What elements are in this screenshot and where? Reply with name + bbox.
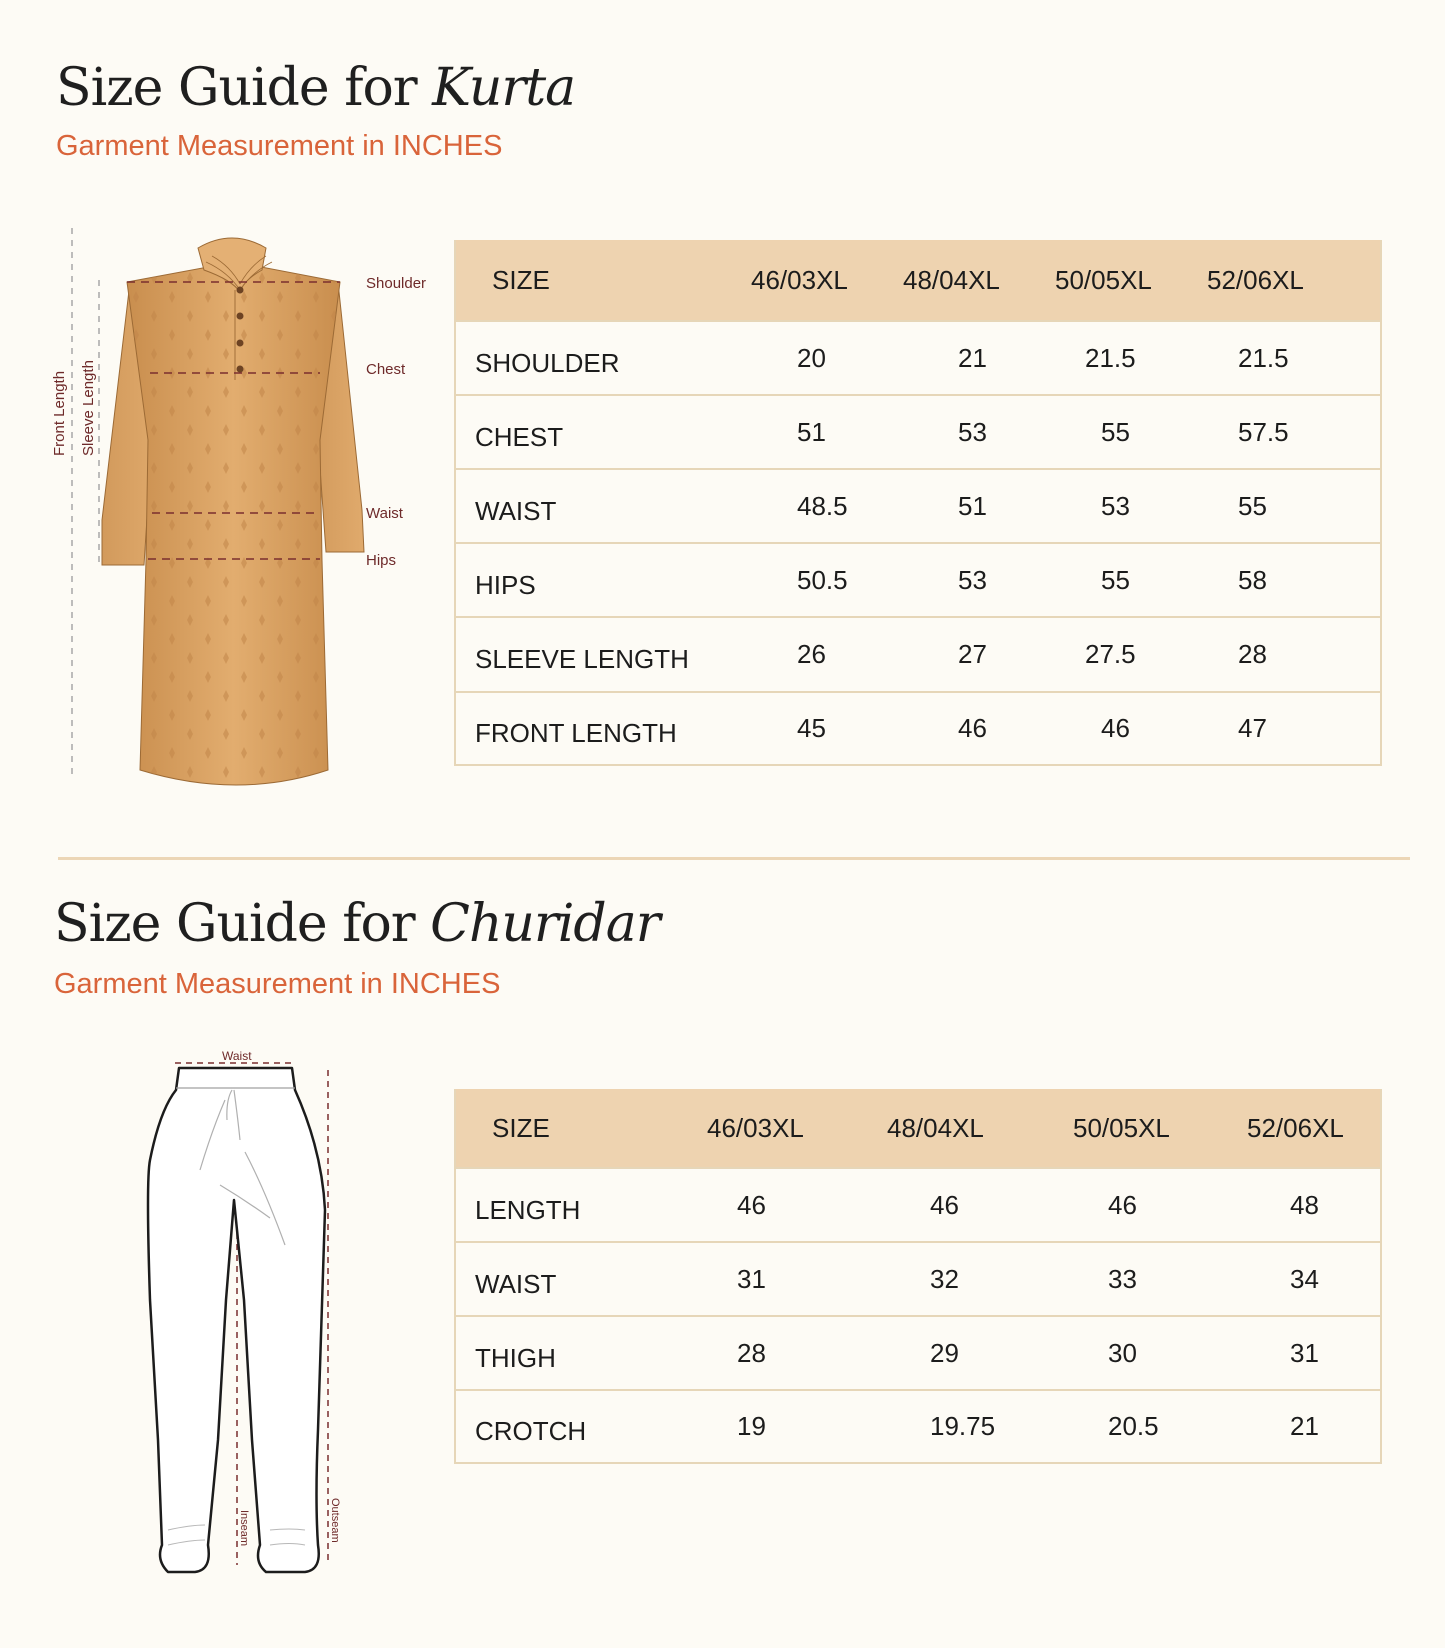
header-col: 48/04XL: [903, 264, 1000, 295]
row-value: 30: [1108, 1337, 1137, 1368]
row-label: THIGH: [475, 1342, 556, 1373]
row-value: 46: [737, 1189, 766, 1220]
row-value: 46: [958, 713, 987, 743]
churidar-size-table: [454, 1089, 1382, 1464]
table-row: [456, 542, 1380, 616]
churidar-subtitle: Garment Measurement in INCHES: [54, 968, 501, 1000]
row-value: 55: [1101, 416, 1130, 447]
kurta-title: [56, 58, 576, 118]
row-value: 45: [797, 713, 826, 743]
row-value: 47: [1238, 713, 1267, 743]
row-value: 28: [737, 1337, 766, 1368]
row-value: 55: [1101, 564, 1130, 595]
row-value: 33: [1108, 1263, 1137, 1294]
header-col: 52/06XL: [1207, 264, 1304, 295]
row-label: CROTCH: [475, 1416, 587, 1446]
kurta-subtitle: Garment Measurement in INCHES: [56, 130, 503, 162]
row-label: WAIST: [475, 495, 557, 526]
row-value: 21.5: [1238, 342, 1289, 373]
row-value: 46: [930, 1189, 959, 1220]
row-value: 19.75: [930, 1411, 996, 1441]
header-size: SIZE: [492, 1112, 550, 1143]
row-value: 28: [1238, 639, 1267, 669]
row-value: 53: [958, 416, 987, 447]
hips-label: Hips: [366, 552, 397, 569]
waist-label: Waist: [366, 505, 403, 522]
row-value: 21.5: [1085, 342, 1136, 373]
table-row: [456, 1241, 1380, 1315]
table-row: [456, 394, 1380, 468]
header-col: 50/05XL: [1073, 1112, 1170, 1143]
table-row: [456, 468, 1380, 542]
row-value: 27.5: [1085, 639, 1136, 669]
table-row: [456, 616, 1380, 691]
churidar-waist-label: Waist: [222, 1049, 252, 1063]
row-label: SLEEVE LENGTH: [475, 644, 689, 674]
kurta-illustration: [40, 220, 440, 800]
churidar-title-prefix: Size Guide for: [54, 894, 431, 954]
header-col: 50/05XL: [1055, 264, 1152, 295]
table-row: [456, 691, 1380, 764]
header-col: 52/06XL: [1247, 1112, 1344, 1143]
row-value: 55: [1238, 490, 1267, 521]
row-label: LENGTH: [475, 1194, 581, 1225]
header-col: 46/03XL: [707, 1112, 804, 1143]
table-row: [456, 1389, 1380, 1462]
row-value: 20.5: [1108, 1411, 1159, 1441]
header-col: 46/03XL: [751, 264, 848, 295]
table-header: [456, 1089, 1380, 1167]
row-value: 50.5: [797, 564, 848, 595]
row-label: CHEST: [475, 421, 564, 452]
kurta-title-emphasis: Kurta: [432, 58, 576, 118]
churidar-illustration: [130, 1045, 360, 1580]
header-col: 48/04XL: [887, 1112, 984, 1143]
shoulder-label: Shoulder: [366, 275, 427, 292]
sleeve-length-label: Sleeve Length: [80, 360, 97, 456]
row-value: 27: [958, 639, 987, 669]
row-value: 34: [1290, 1263, 1319, 1294]
row-value: 20: [797, 342, 826, 373]
row-value: 51: [958, 490, 987, 521]
row-value: 57.5: [1238, 416, 1289, 447]
churidar-title-emphasis: Churidar: [430, 894, 660, 954]
table-row: [456, 1167, 1380, 1241]
row-value: 46: [1108, 1189, 1137, 1220]
row-value: 26: [797, 639, 826, 669]
kurta-size-table: [454, 240, 1382, 766]
front-length-label: Front Length: [51, 370, 68, 456]
row-value: 53: [958, 564, 987, 595]
row-value: 32: [930, 1263, 959, 1294]
table-row: [456, 320, 1380, 394]
row-label: SHOULDER: [475, 347, 620, 378]
row-value: 31: [1290, 1337, 1319, 1368]
churidar-title: [54, 894, 660, 954]
kurta-title-prefix: Size Guide for: [56, 58, 433, 118]
row-value: 48: [1290, 1189, 1319, 1220]
row-label: FRONT LENGTH: [475, 718, 677, 748]
row-value: 48.5: [797, 490, 848, 521]
inseam-label: Inseam: [238, 1510, 250, 1547]
row-value: 58: [1238, 564, 1267, 595]
row-value: 19: [737, 1411, 766, 1441]
section-divider: [58, 857, 1410, 860]
row-value: 46: [1101, 713, 1130, 743]
row-label: HIPS: [475, 569, 536, 600]
row-value: 21: [958, 342, 987, 373]
row-label: WAIST: [475, 1268, 557, 1299]
row-value: 29: [930, 1337, 959, 1368]
row-value: 53: [1101, 490, 1130, 521]
row-value: 31: [737, 1263, 766, 1294]
row-value: 51: [797, 416, 826, 447]
table-header: [456, 240, 1380, 320]
header-size: SIZE: [492, 264, 550, 295]
table-row: [456, 1315, 1380, 1389]
chest-label: Chest: [366, 361, 406, 378]
outseam-label: Outseam: [329, 1498, 341, 1543]
row-value: 21: [1290, 1411, 1319, 1441]
